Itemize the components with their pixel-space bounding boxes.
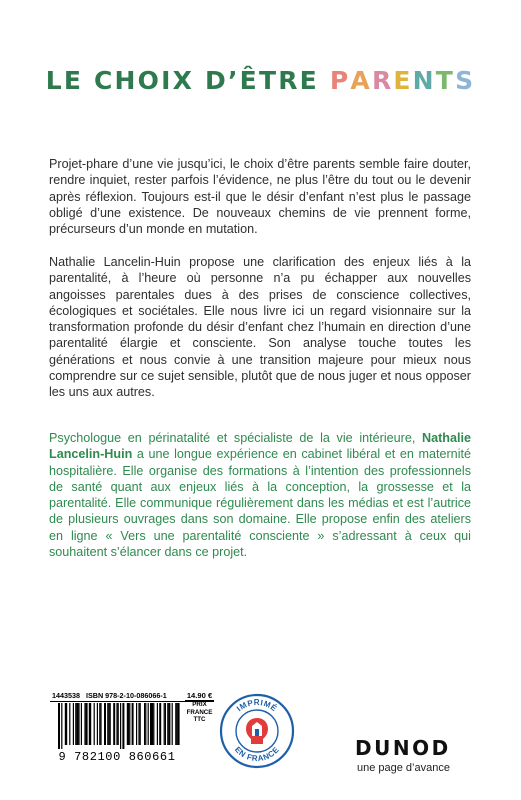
title-part1: LE CHOIX D’ÊTRE [45,66,330,95]
svg-text:EN FRANCE: EN FRANCE [232,745,282,764]
title-letter: R [371,66,394,95]
publisher-tagline: une page d’avance [357,762,450,774]
title-letter: P [329,66,351,95]
book-title [0,66,521,95]
price-label-prix: PRIX [192,701,207,709]
title-letter: T [435,66,456,95]
barcode-digits: 9 782100 860661 [58,750,176,764]
publisher-logo: DUNOD [355,736,451,760]
price-label-ttc: TTC [193,716,206,724]
barcode-block [50,689,214,777]
svg-text:IMPRIMÉ: IMPRIMÉ [234,698,279,714]
title-letter: E [393,66,413,95]
blurb-paragraph-2: Nathalie Lancelin-Huin propose une clarification des enjeux liés à la parentalité, à l’heure où personne n’a pu échapper aux nouvelles angoisses parentales dues à des prises de conscience collectives, écologiques et sociétales. Elle nous livre ici un regard visionnaire sur la transformation profonde du désir d’enfant chez l’humain en direction d’une parentalité élargie et consciente. Son analyse touche toutes les générations et nous convie à une transition majeure pour mieux nous comprendre sur ce sujet sensible, plutôt que de nous juger et nous opposer les uns aux autres. [49,255,471,400]
author-name: Nathalie Lancelin-Huin [49,431,472,462]
bio-rest: a une longue expérience en cabinet libéral et en maternité hospitalière. Elle organise des formations à l’intention des professionnels de santé quant aux enjeux liés à la conception, la grossesse et la parentalité. Elle communique régulièrement dans les médias et est l’autrice de plusieurs ouvrages dans son domaine. Elle propose enfin des ateliers en ligne « Vers une parentalité consciente » s’adressant à ceux qui souhaitent s’élancer dans ce projet. [49,447,471,560]
price-value: 14.90 € [186,691,213,700]
barcode-icon [52,703,180,749]
title-parents [330,66,475,95]
bio-lead: Psychologue en périnatalité et spécialiste de la vie intérieure, [49,431,416,445]
blurb-paragraph-1: Projet-phare d’une vie jusqu’ici, le choix d’être parents semble faire douter, rendre inquiet, rester parfois l’évidence, ne plus l’être du tout ou le devenir après réflexion. Toujours est-il que le désir d’enfant n’est plus le passage obligé d’une existence. De nouveaux chemins de vie prennent forme, précurseurs d’un monde en mutation. [49,157,471,237]
imprime-en-france-seal-icon [219,693,295,769]
isbn-text: ISBN 978-2-10-086066-1 [86,691,167,700]
author-bio [49,430,471,560]
title-letter: S [455,66,476,95]
title-letter: N [412,66,436,95]
price-label-france: FRANCE [186,708,213,716]
title-letter: A [350,66,372,95]
product-code: 1443538 [52,691,80,700]
price-box [185,689,214,724]
